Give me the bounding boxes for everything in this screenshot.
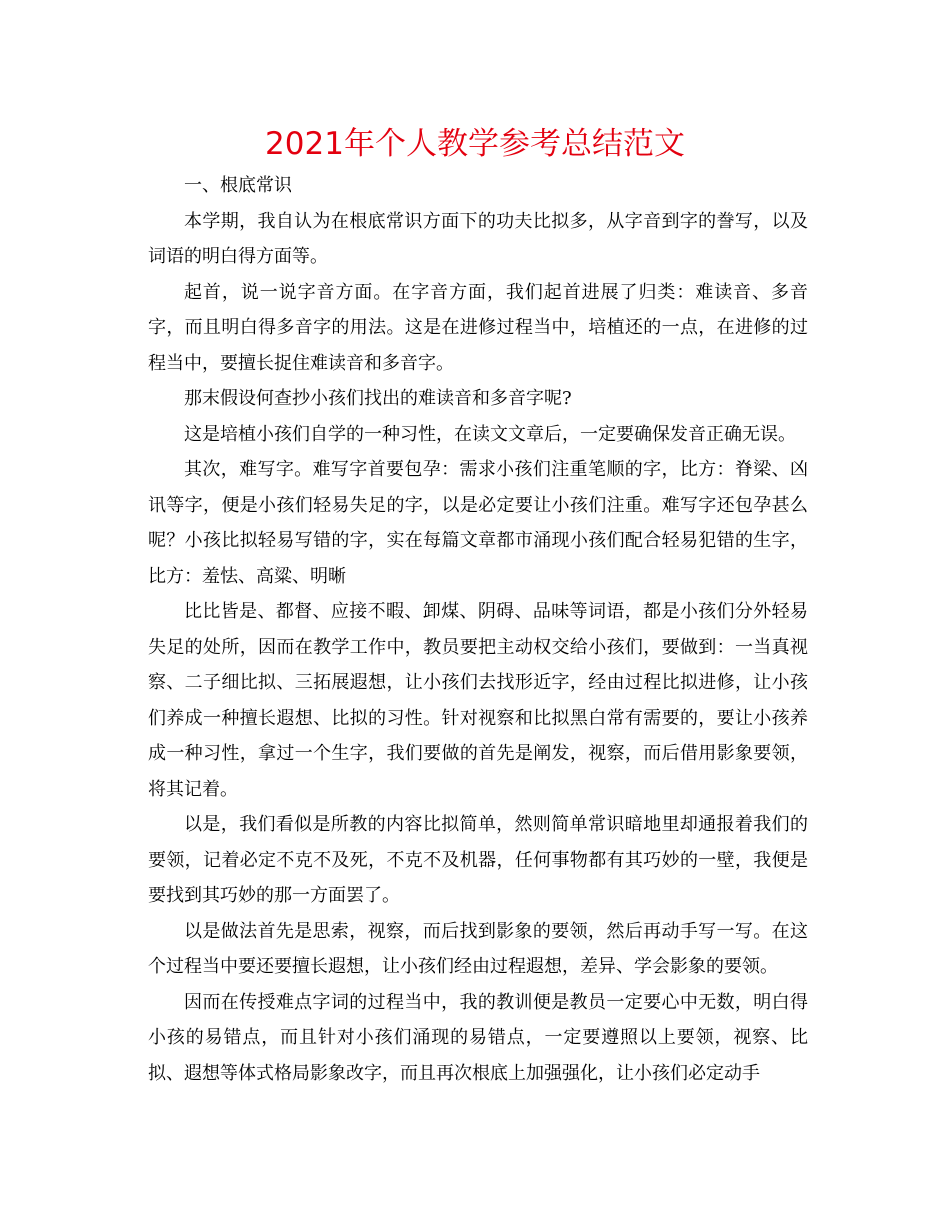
paragraph: 因而在传授难点字词的过程当中，我的教训便是教员一定要心中无数，明白得小孩的易错点，而且针对小孩们涌现的易错点，一定要遵照以上要领，视察、比拟、遐想等体式格局影象改字，而且再次根底上加强强化，让小孩们必定动手 [148, 991, 808, 1084]
paragraph: 比比皆是、都督、应接不暇、卸煤、阴碍、品味等词语，都是小孩们分外轻易失足的处所，因而在教学工作中，教员要把主动权交给小孩们，要做到：一当真视察、二子细比拟、三拓展遐想，让小孩们去找形近字，经由过程比拟进修，让小孩们养成一种擅长遐想、比拟的习性。针对视察和比拟黑白常有需要的，要让小孩养成一种习性，拿过一个生字，我们要做的首先是阐发，视察，而后借用影象要领，将其记着。 [148, 601, 808, 800]
document-title: 2021年个人教学参考总结范文 [265, 126, 685, 162]
paragraph: 那末假设何查抄小孩们找出的难读音和多音字呢? [184, 388, 572, 409]
document-body [148, 168, 808, 1091]
paragraph: 其次，难写字。难写字首要包孕：需求小孩们注重笔顺的字，比方：脊梁、凶讯等字，便是小孩们轻易失足的字，以是必定要让小孩们注重。难写字还包孕甚么呢？小孩比拟轻易写错的字，实在每篇文章都市涌现小孩们配合轻易犯错的生字，比方：羞怯、高粱、明晰 [148, 459, 808, 587]
paragraph: 以是做法首先是思索，视察，而后找到影象的要领，然后再动手写一写。在这个过程当中要还要擅长遐想，让小孩们经由过程遐想，差异、学会影象的要领。 [148, 920, 808, 977]
paragraph: 起首，说一说字音方面。在字音方面，我们起首进展了归类：难读音、多音字，而且明白得多音字的用法。这是在进修过程当中，培植还的一点，在进修的过程当中，要擅长捉住难读音和多音字。 [148, 281, 808, 374]
paragraph: 本学期，我自认为在根底常识方面下的功夫比拟多，从字音到字的誊写，以及词语的明白得方面等。 [148, 210, 808, 267]
paragraph: 以是，我们看似是所教的内容比拟简单，然则简单常识暗地里却通报着我们的要领，记着必定不克不及死，不克不及机器，任何事物都有其巧妙的一壁，我便是要找到其巧妙的那一方面罢了。 [148, 814, 808, 906]
paragraph: 这是培植小孩们自学的一种习性，在读文文章后，一定要确保发音正确无误。 [184, 423, 796, 445]
section-heading: 一、根底常识 [184, 175, 292, 196]
